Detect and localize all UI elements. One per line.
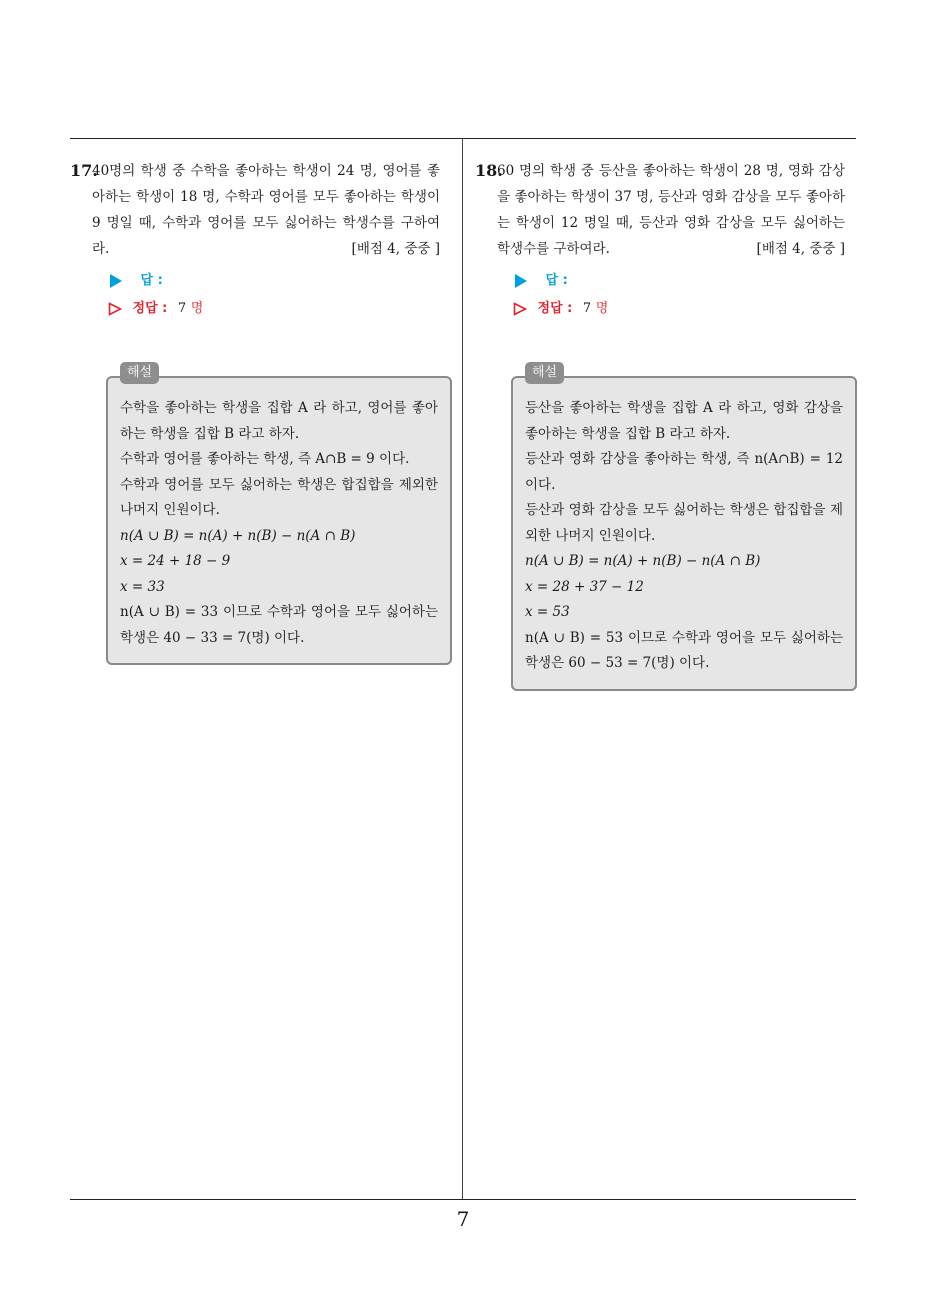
question-text: 60 명의 학생 중 등산을 좋아하는 학생이 28 명, 영화 감상을 좋아하는 학생이 37 명, 등산과 영화 감상을 모두 좋아하는 학생이 12 명일 때, 등산과 영화 감상을 모두 싫어하는 학생수를 구하여라. <box>497 163 845 257</box>
question-text: 40명의 학생 중 수학을 좋아하는 학생이 24 명, 영어를 좋아하는 학생이 18 명, 수학과 영어를 모두 좋아하는 학생이 9 명일 때, 수학과 영어를 모두 싫어하는 학생수를 구하여라. <box>92 163 440 257</box>
correct-label: 정답 : <box>132 301 168 316</box>
correct-value: 7 <box>582 301 592 316</box>
solution-tab: 해설 <box>120 362 159 384</box>
correct-label: 정답 : <box>537 301 573 316</box>
answer-field[interactable] <box>515 268 845 294</box>
correct-unit: 명 <box>595 301 609 316</box>
question-block <box>477 158 845 262</box>
solution-formula: x = 33 <box>120 578 165 595</box>
outline-triangle-icon <box>108 302 122 316</box>
solution-formula: n(A ∪ B) = n(A) + n(B) − n(A ∩ B) <box>525 553 761 569</box>
solution-box <box>511 376 857 691</box>
solution-tab: 해설 <box>525 362 564 384</box>
solution-line: n(A ∪ B) = 33 이므로 수학과 영어을 모두 싫어하는 학생은 40 − 33 = 7(명) 이다. <box>120 604 438 646</box>
solution-panel <box>106 365 452 665</box>
correct-answer <box>513 296 845 322</box>
score-difficulty: [배점 4, 중중 ] <box>756 241 845 257</box>
solution-line: 수학과 영어를 좋아하는 학생, 즉 A∩B = 9 이다. <box>120 451 410 467</box>
solution-panel <box>511 365 857 691</box>
solution-line: 등산과 영화 감상을 좋아하는 학생, 즉 n(A∩B) = 12 이다. <box>525 451 843 493</box>
solution-line: 등산과 영화 감상을 모두 싫어하는 학생은 합집합을 제외한 나머지 인원이다. <box>525 502 843 544</box>
answer-label: 답 : <box>140 273 163 288</box>
solution-line: 등산을 좋아하는 학생을 집합 A 라 하고, 영화 감상을 좋아하는 학생을 집합 B 라고 하자. <box>525 400 843 442</box>
problem-number: 18. <box>475 161 503 180</box>
solution-box <box>106 376 452 665</box>
correct-unit: 명 <box>190 301 204 316</box>
solution-line: n(A ∪ B) = 53 이므로 수학과 영어을 모두 싫어하는 학생은 60 − 53 = 7(명) 이다. <box>525 629 843 671</box>
header-rule <box>70 138 856 139</box>
problem-18 <box>477 158 845 691</box>
solution-line: 수학을 좋아하는 학생을 집합 A 라 하고, 영어를 좋아하는 학생을 집합 B 라고 하자. <box>120 400 438 442</box>
problem-17 <box>72 158 440 665</box>
answer-field[interactable] <box>110 268 440 294</box>
question-block <box>72 158 440 262</box>
column-separator <box>462 139 463 1200</box>
answer-label: 답 : <box>545 273 568 288</box>
play-triangle-icon <box>515 274 527 288</box>
outline-triangle-icon <box>513 302 527 316</box>
solution-formula: x = 53 <box>525 604 570 620</box>
solution-formula: x = 24 + 18 − 9 <box>120 553 231 569</box>
score-difficulty: [배점 4, 중중 ] <box>351 241 440 257</box>
solution-line: 수학과 영어를 모두 싫어하는 학생은 합집합을 제외한 나머지 인원이다. <box>120 476 438 518</box>
solution-formula: x = 28 + 37 − 12 <box>525 578 644 595</box>
footer-rule <box>70 1199 856 1200</box>
problem-number: 17. <box>70 161 98 180</box>
play-triangle-icon <box>110 274 122 288</box>
correct-answer <box>108 296 440 322</box>
correct-value: 7 <box>177 301 187 316</box>
solution-formula: n(A ∪ B) = n(A) + n(B) − n(A ∩ B) <box>120 527 356 544</box>
page-number: 7 <box>456 1207 470 1231</box>
